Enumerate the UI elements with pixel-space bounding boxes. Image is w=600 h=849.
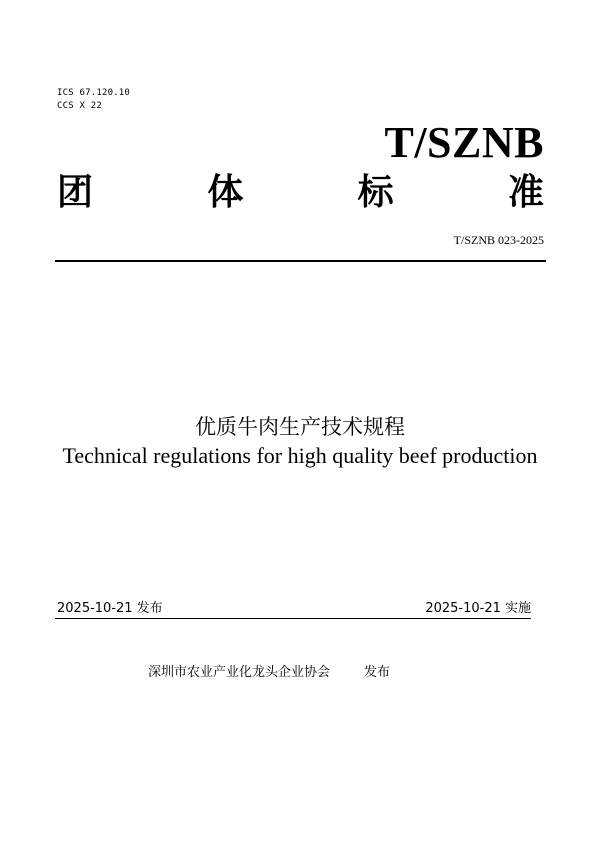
standard-code: T/SZNB [384, 118, 544, 167]
publish-date: 2025-10-21 发布 [57, 601, 163, 616]
date-row [57, 600, 531, 618]
title-english: Technical regulations for high quality beef production [62, 443, 538, 468]
standard-number: T/SZNB 023-2025 [453, 233, 544, 247]
issuer-action: 发布 [364, 665, 391, 680]
issuer [148, 664, 390, 682]
title-chinese: 优质牛肉生产技术规程 [195, 415, 405, 439]
implement-date: 2025-10-21 实施 [425, 601, 531, 616]
top-divider [55, 260, 546, 262]
standard-type [57, 172, 544, 214]
ccs-code: CCS X 22 [57, 101, 102, 111]
ics-code: ICS 67.120.10 [57, 88, 131, 98]
standard-type-char: 体 [207, 172, 244, 213]
classification-codes [57, 87, 130, 113]
standard-type-char: 准 [507, 172, 544, 213]
standard-type-char: 标 [357, 172, 394, 213]
issuer-name: 深圳市农业产业化龙头企业协会 [148, 665, 331, 680]
standard-type-char: 团 [57, 172, 94, 213]
bottom-divider [55, 618, 531, 619]
